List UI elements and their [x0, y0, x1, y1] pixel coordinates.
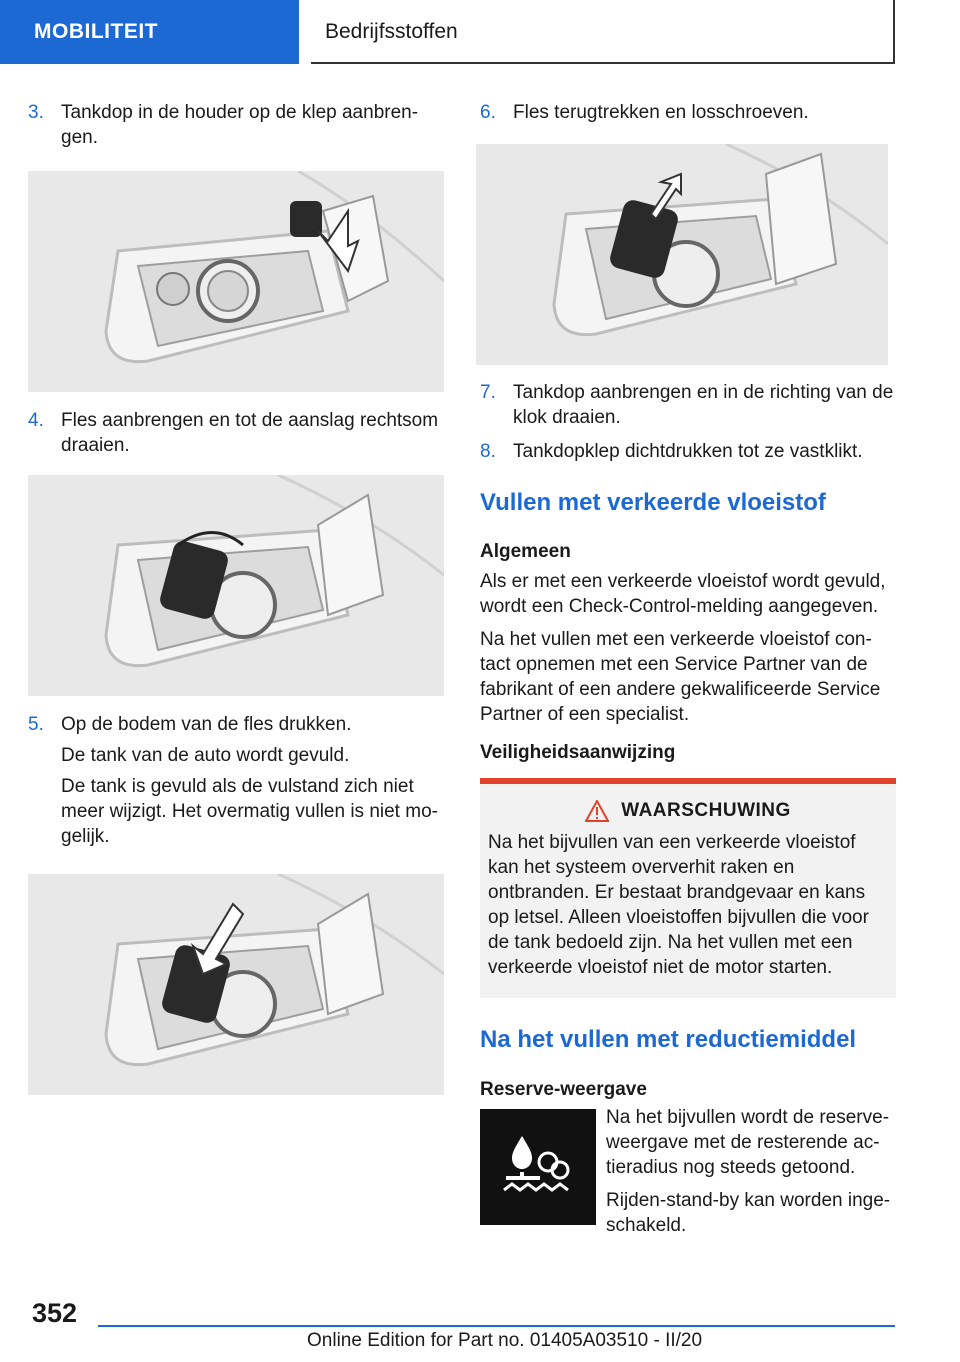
step-3 [28, 100, 438, 150]
step-text: Fles terugtrekken en losschroeven. [513, 102, 809, 123]
paragraph-general-1: Als er met een verkeerde vloeistof wordt gevuld, wordt een Check-Control-melding aangegeven. [480, 571, 886, 617]
reductant-level-icon [500, 1132, 576, 1202]
footer-edition: Online Edition for Part no. 01405A03510 - II/20 [307, 1330, 703, 1351]
step-5-note-1: De tank van de auto wordt gevuld. [61, 745, 350, 766]
paragraph-reserve-1: Na het bijvullen wordt de reserve-weergave met de resterende ac-tieradius nog steeds getoond. [606, 1107, 890, 1178]
figure-cap-in-holder [28, 171, 444, 392]
subheading-general: Algemeen [480, 541, 571, 562]
paragraph-reserve-2: Rijden-stand-by kan worden inge-schakeld. [606, 1190, 891, 1236]
step-4 [28, 408, 444, 458]
right-column [480, 100, 896, 1238]
section-tab[interactable]: MOBILITEIT [0, 0, 299, 64]
chapter-title-text: Bedrijfsstoffen [325, 20, 458, 43]
figure-bottle-press [28, 874, 444, 1095]
step-number: 8. [480, 441, 496, 462]
bottle-press-illustration [28, 874, 444, 1095]
reserve-display-text [606, 1109, 896, 1238]
step-text: Tankdop in de houder op de klep aanbren-gen. [61, 102, 419, 148]
step-8 [480, 439, 896, 464]
section-heading-after-filling: Na het vullen met reductiemiddel [480, 1026, 857, 1053]
step-number: 7. [480, 382, 496, 403]
step-number: 3. [28, 102, 44, 123]
step-number: 4. [28, 410, 44, 431]
figure-bottle-retract [476, 144, 888, 365]
left-column [28, 100, 444, 1095]
reserve-display-block [480, 1109, 896, 1238]
section-heading-wrong-fluid: Vullen met verkeerde vloeistof [480, 489, 826, 516]
reserve-indicator-image [480, 1109, 596, 1225]
warning-triangle-icon [585, 800, 609, 822]
bottle-retract-illustration [476, 144, 888, 365]
step-number: 5. [28, 714, 44, 735]
step-text: Tankdop aanbrengen en in de richting van de klok draaien. [513, 382, 894, 428]
page-number: 352 [32, 1298, 78, 1328]
subheading-safety: Veiligheidsaanwijzing [480, 742, 676, 763]
bottle-rotate-illustration [28, 475, 444, 696]
step-6 [480, 100, 896, 125]
step-text: Op de bodem van de fles drukken. [61, 714, 352, 735]
step-text: Tankdopklep dichtdrukken tot ze vastklikt. [513, 441, 863, 462]
figure-bottle-rotate [28, 475, 444, 696]
warning-title-text: WAARSCHUWING [621, 800, 791, 821]
paragraph-general-2: Na het vullen met een verkeerde vloeistof con-tact opnemen met een Service Partner van de fabrikant of een andere gekwalificeerde Service Partner of een specialist. [480, 629, 881, 725]
step-5 [28, 712, 444, 737]
warning-box [480, 778, 896, 998]
step-7 [480, 380, 896, 430]
fuel-flap-cap-illustration [28, 171, 444, 392]
step-number: 6. [480, 102, 496, 123]
step-5-note-2: De tank is gevuld als de vulstand zich niet meer wijzigt. Het overmatig vullen is niet mo-gelijk. [61, 776, 438, 847]
subheading-reserve-display: Reserve-weergave [480, 1079, 647, 1100]
footer-divider [98, 1325, 895, 1327]
warning-title [488, 800, 888, 822]
warning-text: Na het bijvullen van een verkeerde vloeistof kan het systeem oververhit raken en ontbranden. Er bestaat brandgevaar en kans op letsel. Alleen vloeistoffen bijvullen die voor de tank bedoeld zijn. Na het vullen met een verkeerde vloeistof niet de motor starten. [488, 832, 869, 978]
chapter-title [311, 0, 895, 64]
step-text: Fles aanbrengen en tot de aanslag rechtsom draaien. [61, 410, 439, 456]
